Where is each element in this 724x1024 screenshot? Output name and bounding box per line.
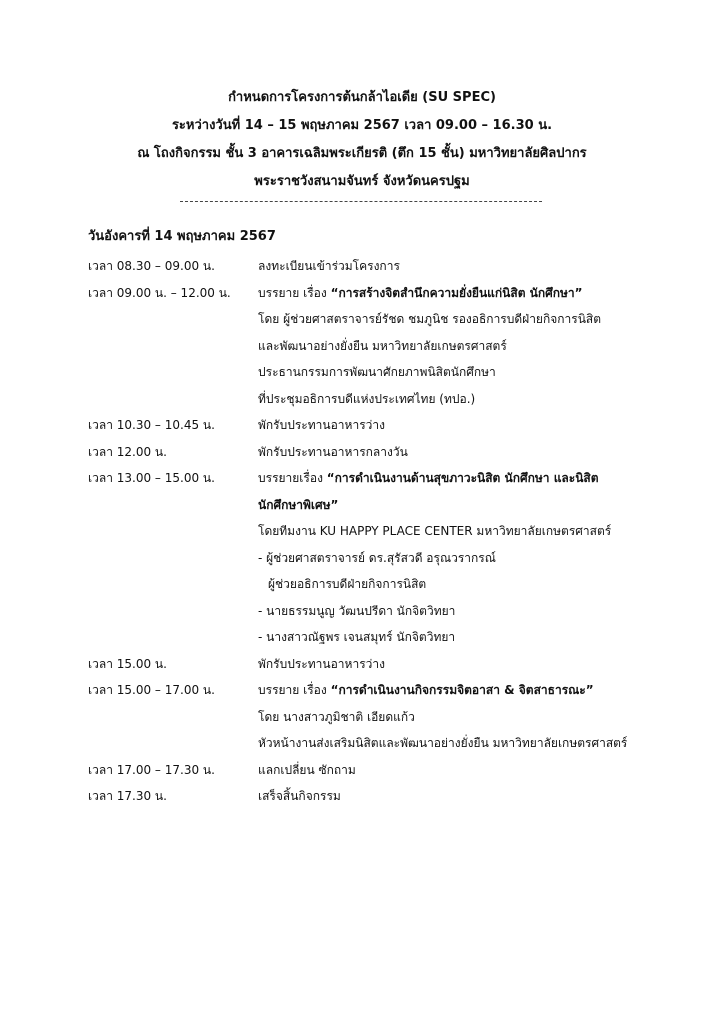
- schedule-detail-line: โดย ผู้ช่วยศาสตราจารย์รัชด ชมภูนิช รองอธิการบดีฝ่ายกิจการนิสิต: [258, 312, 602, 326]
- schedule-detail-line: - ผู้ช่วยศาสตราจารย์ ดร.สุรัสวดี อรุณวรากรณ์: [258, 550, 496, 565]
- schedule-details: [258, 253, 688, 280]
- schedule-details: [258, 280, 688, 413]
- header-date-line: ระหว่างวันที่ 14 – 15 พฤษภาคม 2567 เวลา 09.00 – 16.30 น.: [171, 118, 553, 133]
- lecture-topic: นักศึกษาพิเศษ”: [258, 497, 339, 512]
- schedule-row: [88, 783, 688, 810]
- schedule-detail-line: แลกเปลี่ยน ซักถาม: [258, 762, 356, 777]
- schedule-details: [258, 677, 688, 757]
- lecture-label: บรรยายเรื่อง: [258, 471, 327, 485]
- schedule-detail-line: ผู้ช่วยอธิการบดีฝ่ายกิจการนิสิต: [268, 577, 427, 591]
- schedule-detail-line: - นางสาวณัฐพร เจนสมุทร์ นักจิตวิทยา: [258, 630, 456, 644]
- header-location-line: พระราชวังสนามจันทร์ จังหวัดนครปฐม: [254, 174, 470, 189]
- schedule-details: [258, 439, 688, 466]
- schedule-time: เวลา 09.00 น. – 12.00 น.: [88, 285, 231, 300]
- schedule-row: [88, 439, 688, 466]
- schedule-detail-line: พักรับประทานอาหารกลางวัน: [258, 444, 408, 459]
- header-title: กำหนดการโครงการต้นกล้าไอเดีย (SU SPEC): [228, 90, 496, 105]
- lecture-label: บรรยาย เรื่อง: [258, 285, 331, 300]
- header-divider: [180, 201, 542, 202]
- schedule-detail-line: หัวหน้างานส่งเสริมนิสิตและพัฒนาอย่างยั่งยืน มหาวิทยาลัยเกษตรศาสตร์: [258, 736, 628, 750]
- document-header: [0, 84, 724, 196]
- schedule-detail-line: ลงทะเบียนเข้าร่วมโครงการ: [258, 259, 400, 273]
- schedule-time: เวลา 17.30 น.: [88, 789, 167, 803]
- schedule-row: [88, 465, 688, 651]
- schedule-detail-line: [258, 492, 688, 519]
- schedule-time: เวลา 15.00 – 17.00 น.: [88, 683, 215, 697]
- schedule-detail-line: เสร็จสิ้นกิจกรรม: [258, 789, 341, 803]
- schedule-time: เวลา 10.30 – 10.45 น.: [88, 418, 215, 432]
- schedule-time: เวลา 08.30 – 09.00 น.: [88, 259, 215, 273]
- schedule-details: [258, 465, 688, 651]
- schedule-detail-line: โดย นางสาวภูมิชาติ เอียดแก้ว: [258, 709, 415, 724]
- schedule-detail-line: [258, 280, 688, 307]
- schedule-row: [88, 651, 688, 678]
- schedule-detail-line: โดยทีมงาน KU HAPPY PLACE CENTER มหาวิทยาลัยเกษตรศาสตร์: [258, 524, 612, 538]
- schedule-row: [88, 280, 688, 413]
- lecture-topic: “การดำเนินงานกิจกรรมจิตอาสา & จิตสาธารณะ”: [330, 683, 594, 697]
- schedule-detail-line: พักรับประทานอาหารว่าง: [258, 418, 385, 432]
- schedule-row: [88, 757, 688, 784]
- schedule-detail-line: ที่ประชุมอธิการบดีแห่งประเทศไทย (ทปอ.): [258, 391, 476, 406]
- schedule-time: เวลา 17.00 – 17.30 น.: [88, 762, 215, 777]
- schedule-detail-line: - นายธรรมนูญ วัฒนปรีดา นักจิตวิทยา: [258, 603, 456, 618]
- schedule-detail-line: และพัฒนาอย่างยั่งยืน มหาวิทยาลัยเกษตรศาสตร์: [258, 338, 507, 353]
- schedule-time: เวลา 13.00 – 15.00 น.: [88, 471, 215, 485]
- lecture-topic: “การดำเนินงานด้านสุขภาวะนิสิต นักศึกษา และนิสิต: [326, 471, 599, 485]
- header-venue-line: ณ โถงกิจกรรม ชั้น 3 อาคารเฉลิมพระเกียรติ (ตึก 15 ชั้น) มหาวิทยาลัยศิลปากร: [137, 146, 587, 161]
- lecture-topic: “การสร้างจิตสำนึกความยั่งยืนแก่นิสิต นักศึกษา”: [330, 285, 583, 300]
- schedule-details: [258, 757, 688, 784]
- schedule-detail-line: พักรับประทานอาหารว่าง: [258, 656, 385, 671]
- schedule-details: [258, 783, 688, 810]
- schedule-detail-line: [258, 465, 688, 492]
- schedule-row: [88, 677, 688, 757]
- schedule-row: [88, 253, 688, 280]
- day-heading: วันอังคารที่ 14 พฤษภาคม 2567: [88, 229, 276, 244]
- schedule-details: [258, 412, 688, 439]
- lecture-label: บรรยาย เรื่อง: [258, 683, 331, 697]
- schedule-detail-line: [258, 677, 688, 704]
- schedule-time: เวลา 15.00 น.: [88, 656, 167, 671]
- schedule-details: [258, 651, 688, 678]
- schedule-list: [88, 253, 688, 810]
- schedule-time: เวลา 12.00 น.: [88, 444, 167, 459]
- schedule-row: [88, 412, 688, 439]
- schedule-detail-line: ประธานกรรมการพัฒนาศักยภาพนิสิตนักศึกษา: [258, 365, 496, 379]
